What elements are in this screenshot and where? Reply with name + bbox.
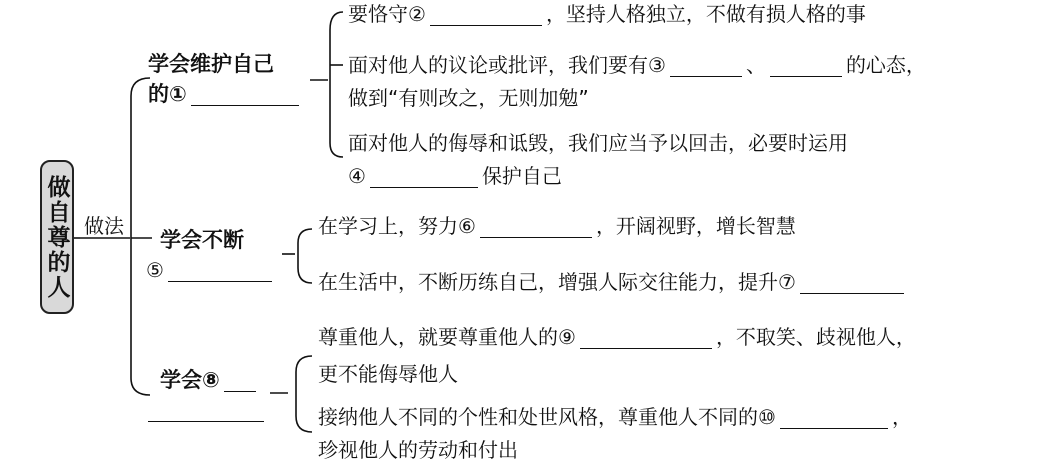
branch-2-item-1 xyxy=(318,214,796,238)
item-text: 保护自己 xyxy=(481,164,562,188)
branch-2-subtitle xyxy=(146,258,276,282)
branch-3-item-1 xyxy=(318,325,916,349)
branch-1-subtitle-text: 的① xyxy=(148,82,187,106)
blank-7 xyxy=(800,273,904,294)
branch-3-item-2-line2: 珍视他人的劳动和付出 xyxy=(318,438,518,462)
branch-2-subtitle-text: ⑤ xyxy=(146,258,164,282)
blank-8b xyxy=(148,401,264,422)
branch-1-item-3-line2 xyxy=(348,164,562,188)
branch-3-item-1-line2: 更不能侮辱他人 xyxy=(318,362,458,386)
branch-3-subtitle xyxy=(148,398,268,422)
blank-8a xyxy=(224,371,256,392)
item-text: ， xyxy=(891,405,912,429)
branch-1-title: 学会维护自己 xyxy=(148,52,274,76)
blank-1 xyxy=(191,85,299,106)
item-text: 面对他人的议论或批评，我们要有③ xyxy=(348,53,666,77)
item-text: 接纳他人不同的个性和处世风格，尊重他人不同的⑩ xyxy=(318,405,776,429)
branch-3-title-text: 学会⑧ xyxy=(160,368,220,392)
item-text: 、 xyxy=(745,53,766,77)
item-text: 要恪守② xyxy=(348,2,426,26)
blank-3a xyxy=(670,56,742,77)
blank-4 xyxy=(370,167,478,188)
item-text: ④ xyxy=(348,164,366,188)
blank-2 xyxy=(430,5,542,26)
item-text: ，坚持人格独立，不做有损人格的事 xyxy=(545,2,866,26)
item-text: 的心态， xyxy=(845,53,926,77)
branch-1-item-1 xyxy=(348,2,866,26)
branch-1-item-2 xyxy=(348,53,926,77)
root-label: 做自尊的人 xyxy=(43,174,70,300)
item-text: 在学习上，努力⑥ xyxy=(318,214,476,238)
item-text: ，开阔视野，增长智慧 xyxy=(595,214,796,238)
blank-10 xyxy=(780,408,888,429)
blank-5 xyxy=(168,261,272,282)
branch-3-title xyxy=(160,368,260,392)
blank-9 xyxy=(580,328,712,349)
method-label: 做法 xyxy=(84,214,124,238)
blank-3b xyxy=(770,56,842,77)
blank-6 xyxy=(480,217,592,238)
branch-3-item-2 xyxy=(318,405,912,429)
branch-1-subtitle xyxy=(148,82,303,106)
branch-2-item-2 xyxy=(318,270,908,294)
item-text: 在生活中，不断历练自己，增强人际交往能力，提升⑦ xyxy=(318,270,796,294)
branch-2-title: 学会不断 xyxy=(160,228,244,252)
item-text: 尊重他人，就要尊重他人的⑨ xyxy=(318,325,576,349)
branch-1-item-2-line2: 做到“有则改之，无则加勉” xyxy=(348,86,589,110)
root-node xyxy=(40,160,74,314)
branch-1-item-3: 面对他人的侮辱和诋毁，我们应当予以回击，必要时运用 xyxy=(348,131,848,155)
item-text: ，不取笑、歧视他人， xyxy=(715,325,916,349)
